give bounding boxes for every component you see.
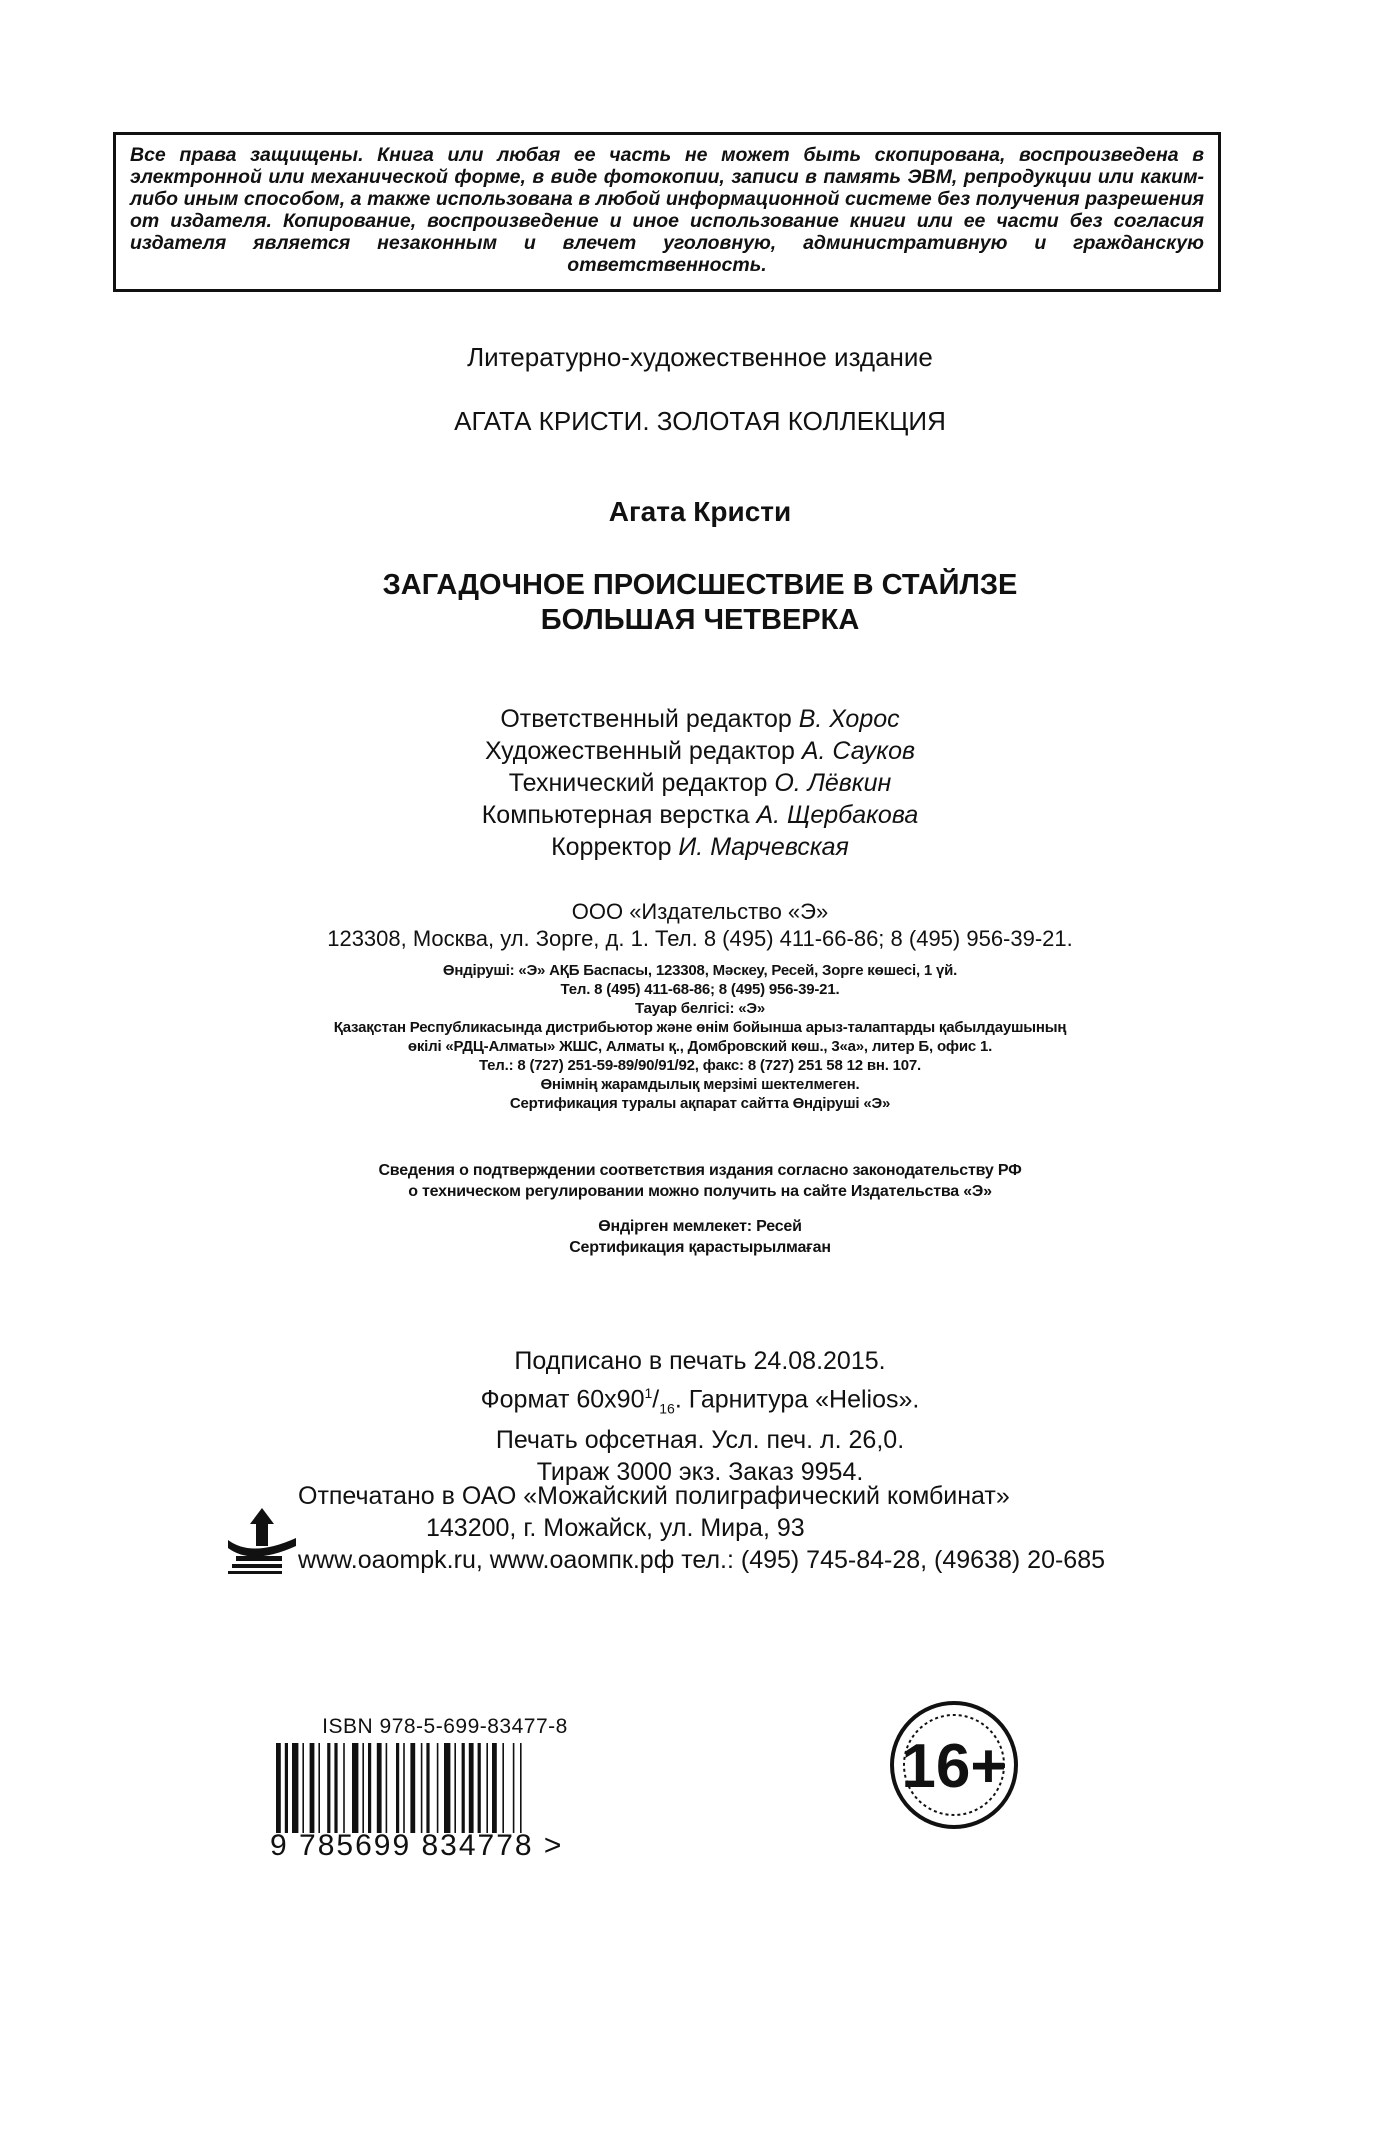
isbn-number: ISBN 978-5-699-83477-8 bbox=[322, 1715, 568, 1738]
printer-info: Отпечатано в ОАО «Можайский полиграфический комбинат» 143200, г. Можайск, ул. Мира, 93 www.oaompk.ru, www.оаомпк.рф тел.: (495) 745-84-28, (49638) 20-685 bbox=[298, 1482, 1106, 1574]
origin-info: Өндірген мемлекет: Ресей Сертификация қарастырылмаған bbox=[569, 1218, 831, 1256]
publisher-address: 123308, Москва, ул. Зорге, д. 1. Тел. 8 (495) 411-66-86; 8 (495) 956-39-21. bbox=[327, 926, 1073, 951]
age-rating-badge bbox=[874, 1695, 1034, 1835]
author-name: Агата Кристи bbox=[608, 496, 792, 527]
conformity-info: Сведения о подтверждении соответствия издания согласно законодательству РФ о техническом регулировании можно получить на сайте Издательства «Э» bbox=[378, 1162, 1022, 1200]
edition-type: Литературно-художественное издание bbox=[467, 342, 933, 372]
staff-line: Технический редактор О. Лёвкин bbox=[508, 769, 892, 797]
barcode-image bbox=[270, 1743, 570, 1835]
staff-line: Корректор И. Марчевская bbox=[551, 833, 849, 861]
printer-logo-icon bbox=[222, 1500, 302, 1580]
staff-line: Ответственный редактор В. Хорос bbox=[500, 705, 900, 733]
book-title-1: ЗАГАДОЧНОЕ ПРОИСШЕСТВИЕ В СТАЙЛЗЕ bbox=[382, 569, 1018, 601]
age-rating-text: 16+ bbox=[901, 1732, 1007, 1801]
barcode-digits: 9 785699 834778 > bbox=[270, 1829, 564, 1862]
isbn-block bbox=[270, 1715, 590, 1863]
book-title-2: БОЛЬШАЯ ЧЕТВЕРКА bbox=[540, 604, 860, 636]
series-title: АГАТА КРИСТИ. ЗОЛОТАЯ КОЛЛЕКЦИЯ bbox=[454, 406, 946, 436]
format-line: Формат $60х90^1/_{16}$. Гарнитура «Helios». bbox=[480, 1385, 920, 1417]
staff-list bbox=[0, 703, 1400, 863]
publisher-name: ООО «Издательство «Э» bbox=[571, 899, 829, 924]
kazakh-info: Өндіруші: «Э» АҚБ Баспасы, 123308, Мәскеу, Ресей, Зорге көшесі, 1 үй. Тел. 8 (495) 411-68-86; 8 (495) 956-39-21. Тауар белгісі: «Э» Қазақстан Республикасында дистрибьютор және өнім бойынша арыз-талаптарды қабылдаушының өкілі «РДЦ-Алматы» ЖШС, Алматы қ., Домбровский көш., 3«а», литер Б, офис 1. Тел.: 8 (727) 251-59-89/90/91/92, факс: 8 (727) 251 58 12 вн. 107. Өнімнің жарамдылық мерзімі шектелмеген. Сертификация туралы ақпарат сайтта Өндіруші «Э» bbox=[333, 962, 1067, 1112]
staff-line: Компьютерная верстка А. Щербакова bbox=[481, 801, 919, 829]
copyright-notice: Все права защищены. Книга или любая ее часть не может быть скопирована, воспроизведена в электронной или механической форме, в виде фотокопии, записи в память ЭВМ, репродукции или каким-либо иным способом, а также использована в любой информационной системе без получения разрешения от издателя. Копирование, воспроизведение и иное использование книги или ее части без согласия издателя является незаконным и влечет уголовную, административную и гражданскую ответственность. bbox=[113, 132, 1221, 292]
staff-line: Художественный редактор А. Сауков bbox=[484, 737, 916, 765]
print-info: Подписано в печать 24.08.2015. Формат $60х90^1/_{16}$. Гарнитура «Helios». Печать офсетная. Усл. печ. л. 26,0. Тираж 3000 экз. Заказ 9954. bbox=[0, 1345, 1400, 1488]
